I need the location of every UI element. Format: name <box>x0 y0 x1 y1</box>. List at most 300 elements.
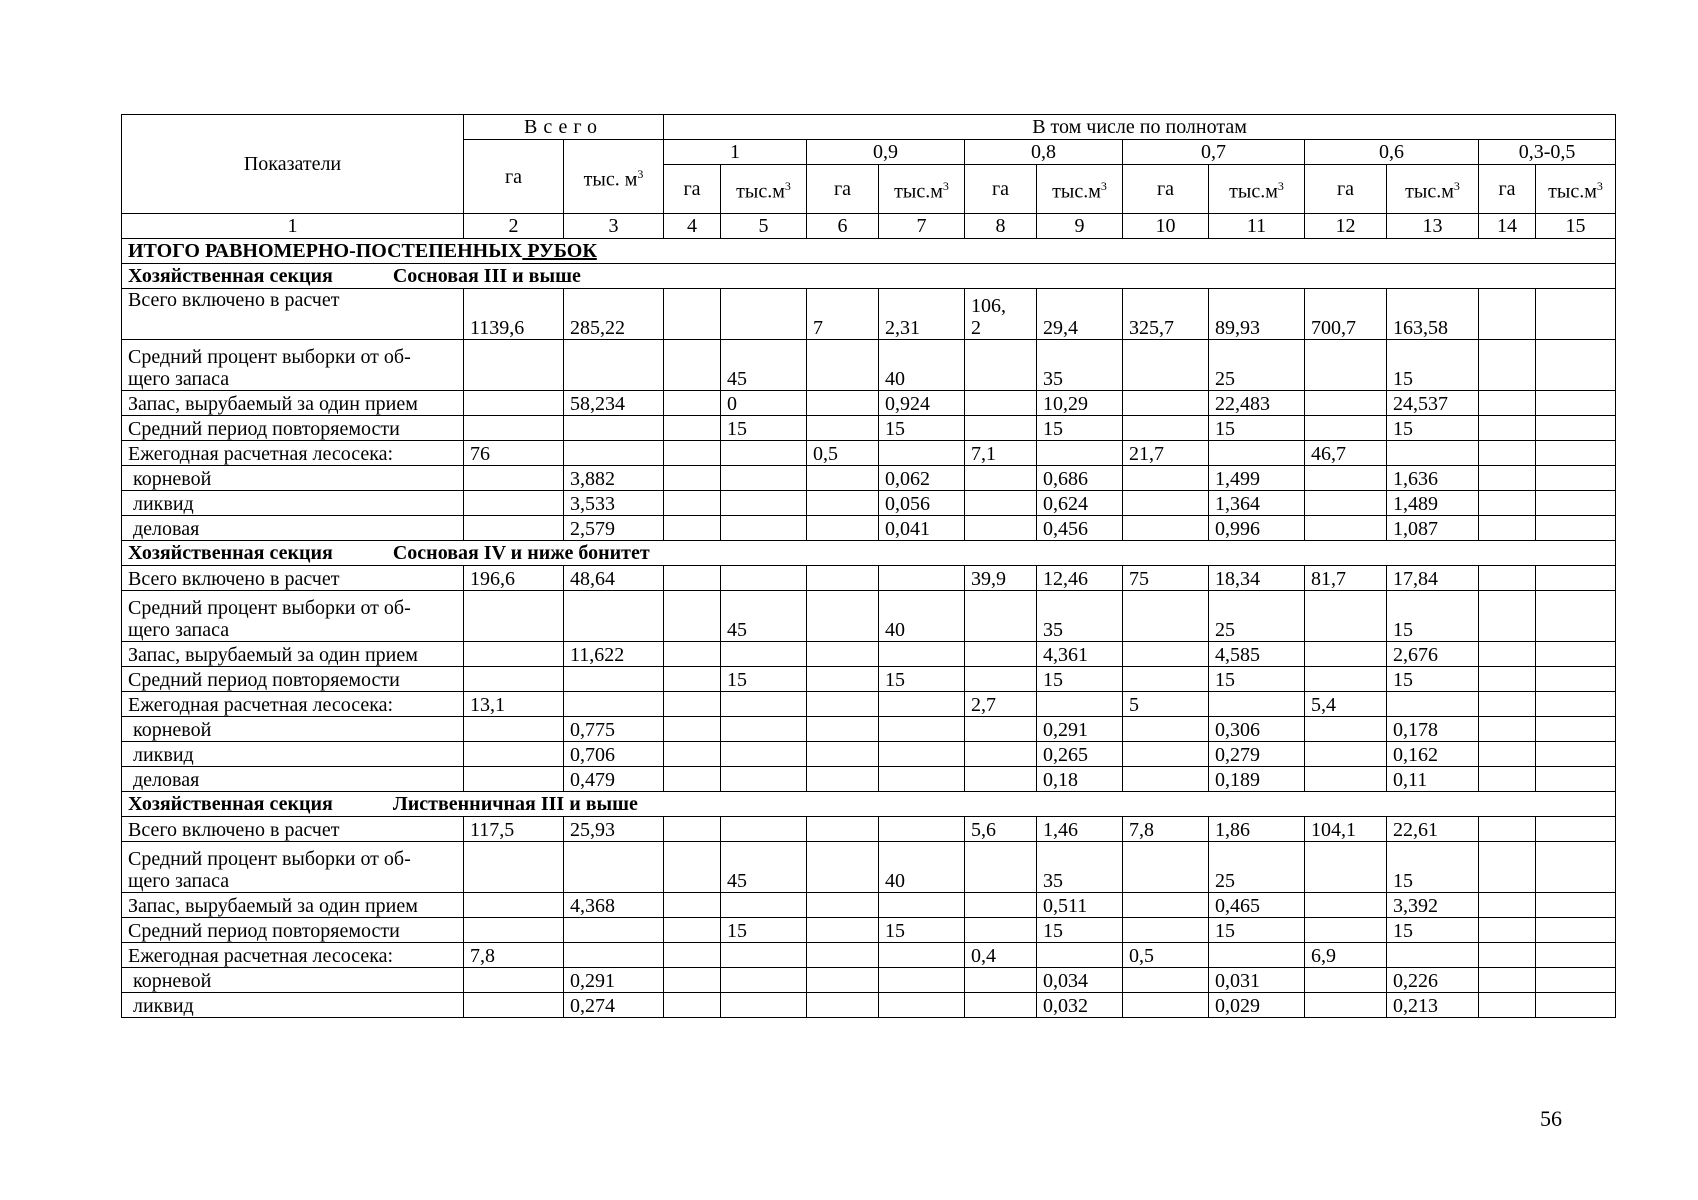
table-cell: 0,279 <box>1209 742 1305 767</box>
table-row <box>122 893 1616 918</box>
row-label: деловая <box>122 516 464 541</box>
table-cell <box>1536 717 1616 742</box>
table-cell <box>1479 667 1536 692</box>
table-cell <box>1536 817 1616 842</box>
table-cell: 89,93 <box>1209 289 1305 340</box>
volume-header: $тыс.м^3$ <box>1209 165 1305 214</box>
table-title-row <box>122 239 1616 264</box>
table-cell: 0,031 <box>1209 968 1305 993</box>
density-header: 0,7 <box>1123 140 1305 165</box>
table-cell <box>1479 918 1536 943</box>
table-cell: 0,291 <box>1037 717 1123 742</box>
table-cell <box>564 441 664 466</box>
table-cell <box>1387 441 1479 466</box>
table-cell: 163,58 <box>1387 289 1479 340</box>
table-cell: 45 <box>721 340 807 391</box>
table-cell <box>1305 591 1387 642</box>
table-cell: 40 <box>879 591 965 642</box>
table-cell <box>965 842 1037 893</box>
section-header <box>122 264 1616 289</box>
volume-header: $тыс.м^3$ <box>721 165 807 214</box>
table-cell <box>1479 742 1536 767</box>
table-row <box>122 491 1616 516</box>
table-cell <box>1123 667 1209 692</box>
table-cell <box>721 968 807 993</box>
table-cell <box>664 817 721 842</box>
table-cell: 15 <box>1387 416 1479 441</box>
table-cell: 0,041 <box>879 516 965 541</box>
table-cell <box>965 466 1037 491</box>
row-label: корневой <box>122 466 464 491</box>
table-cell: 35 <box>1037 340 1123 391</box>
table-cell: 1,636 <box>1387 466 1479 491</box>
table-cell: 2,676 <box>1387 642 1479 667</box>
table-row <box>122 642 1616 667</box>
row-label: корневой <box>122 968 464 993</box>
table-cell <box>1479 993 1536 1018</box>
density-header: 0,8 <box>965 140 1123 165</box>
table-cell <box>1209 692 1305 717</box>
row-label: Всего включено в расчет <box>122 289 464 340</box>
column-number: 10 <box>1123 214 1209 239</box>
table-cell <box>1479 591 1536 642</box>
table-cell <box>564 416 664 441</box>
table-cell: 15 <box>1387 340 1479 391</box>
table-cell: 15 <box>1387 591 1479 642</box>
column-number: 9 <box>1037 214 1123 239</box>
table-cell <box>721 817 807 842</box>
table-cell: 35 <box>1037 842 1123 893</box>
table-cell <box>1123 842 1209 893</box>
table-cell: 5,4 <box>1305 692 1387 717</box>
table-cell <box>965 993 1037 1018</box>
row-label: Всего включено в расчет <box>122 817 464 842</box>
table-cell <box>1479 893 1536 918</box>
table-cell: 15 <box>879 667 965 692</box>
column-number: 15 <box>1536 214 1616 239</box>
row-label: Ежегодная расчетная лесосека: <box>122 441 464 466</box>
ha-header: га <box>807 165 879 214</box>
table-cell: 106, 2 <box>965 289 1037 340</box>
table-cell <box>564 591 664 642</box>
section-label: Хозяйственная секция <box>128 793 333 815</box>
table-cell: 40 <box>879 842 965 893</box>
table-cell <box>1536 968 1616 993</box>
table-cell: 325,7 <box>1123 289 1209 340</box>
table-cell <box>464 466 564 491</box>
table-cell <box>564 340 664 391</box>
table-cell <box>879 943 965 968</box>
table-cell <box>664 943 721 968</box>
table-cell <box>1536 516 1616 541</box>
table-cell <box>664 667 721 692</box>
table-cell <box>1536 692 1616 717</box>
table-row <box>122 993 1616 1018</box>
table-cell <box>807 842 879 893</box>
table-cell <box>965 717 1037 742</box>
row-label: деловая <box>122 767 464 792</box>
table-cell <box>664 289 721 340</box>
table-cell <box>464 767 564 792</box>
table-cell <box>721 943 807 968</box>
table-cell: 196,6 <box>464 566 564 591</box>
table-cell: 0,291 <box>564 968 664 993</box>
row-label: Ежегодная расчетная лесосека: <box>122 943 464 968</box>
table-cell <box>879 692 965 717</box>
table-body <box>122 239 1616 1018</box>
section-header <box>122 541 1616 566</box>
table-cell <box>464 591 564 642</box>
table-cell: 25 <box>1209 591 1305 642</box>
table-cell <box>807 968 879 993</box>
table-row <box>122 842 1616 893</box>
table-cell <box>664 441 721 466</box>
table-cell <box>1536 893 1616 918</box>
table-cell: 2,31 <box>879 289 965 340</box>
table-cell <box>664 918 721 943</box>
table-cell: 0,029 <box>1209 993 1305 1018</box>
table-cell: 1,86 <box>1209 817 1305 842</box>
row-label: Средний период повторяемости <box>122 667 464 692</box>
table-cell <box>1209 441 1305 466</box>
table-cell: 15 <box>1037 416 1123 441</box>
row-label: ликвид <box>122 491 464 516</box>
section-header-row <box>122 541 1616 566</box>
row-label: Средний процент выборки от об- щего запаса <box>122 591 464 642</box>
table-row <box>122 340 1616 391</box>
table-cell <box>1536 340 1616 391</box>
column-number: 3 <box>564 214 664 239</box>
column-number: 12 <box>1305 214 1387 239</box>
table-cell: 0,062 <box>879 466 965 491</box>
table-cell <box>564 692 664 717</box>
table-cell <box>1536 491 1616 516</box>
table-cell <box>1123 642 1209 667</box>
table-row <box>122 516 1616 541</box>
column-number: 2 <box>464 214 564 239</box>
table-cell <box>879 968 965 993</box>
table-cell <box>1536 289 1616 340</box>
table-cell: 46,7 <box>1305 441 1387 466</box>
table-cell: 0,032 <box>1037 993 1123 1018</box>
table-row <box>122 667 1616 692</box>
table-cell <box>664 692 721 717</box>
table-cell: 0,996 <box>1209 516 1305 541</box>
table-cell <box>1123 717 1209 742</box>
table-cell: 3,882 <box>564 466 664 491</box>
table-cell <box>1123 993 1209 1018</box>
table-cell <box>1037 441 1123 466</box>
table-cell <box>664 340 721 391</box>
table-cell <box>464 842 564 893</box>
table-cell <box>664 893 721 918</box>
table-cell <box>1536 591 1616 642</box>
table-cell: 75 <box>1123 566 1209 591</box>
table-row <box>122 416 1616 441</box>
table-cell: 15 <box>721 918 807 943</box>
table-cell <box>464 968 564 993</box>
row-label: Средний период повторяемости <box>122 416 464 441</box>
table-cell: 0,226 <box>1387 968 1479 993</box>
table-cell: 22,483 <box>1209 391 1305 416</box>
column-number: 6 <box>807 214 879 239</box>
indicators-header: Показатели <box>122 115 464 214</box>
table-cell <box>1536 566 1616 591</box>
table-cell <box>1479 416 1536 441</box>
volume-header: $тыс.м^3$ <box>879 165 965 214</box>
row-label: Средний процент выборки от об- щего запаса <box>122 842 464 893</box>
table-cell <box>721 742 807 767</box>
table-cell: 5,6 <box>965 817 1037 842</box>
table-cell <box>807 742 879 767</box>
table-cell <box>464 893 564 918</box>
section-name: Лиственничная III и выше <box>392 793 638 815</box>
row-label: Средний процент выборки от об- щего запаса <box>122 340 464 391</box>
table-cell: 15 <box>1387 842 1479 893</box>
volume-header: $тыс.м^3$ <box>1387 165 1479 214</box>
table-cell: 0,178 <box>1387 717 1479 742</box>
table-cell <box>807 667 879 692</box>
table-cell: 15 <box>1209 667 1305 692</box>
table-cell <box>965 918 1037 943</box>
table-cell <box>664 566 721 591</box>
table-row <box>122 391 1616 416</box>
volume-header: $тыс.м^3$ <box>1536 165 1616 214</box>
column-number: 1 <box>122 214 464 239</box>
table-cell <box>664 842 721 893</box>
table-cell <box>1536 441 1616 466</box>
table-cell <box>965 893 1037 918</box>
table-cell <box>807 817 879 842</box>
table-cell: 0,465 <box>1209 893 1305 918</box>
table-cell: 35 <box>1037 591 1123 642</box>
table-cell: 12,46 <box>1037 566 1123 591</box>
table-cell <box>1536 918 1616 943</box>
table-cell <box>1479 717 1536 742</box>
table-cell <box>965 516 1037 541</box>
density-header: 0,9 <box>807 140 965 165</box>
table-cell: 1,087 <box>1387 516 1479 541</box>
density-header: 0,6 <box>1305 140 1479 165</box>
section-header <box>122 792 1616 817</box>
table-cell: 15 <box>721 667 807 692</box>
table-cell <box>564 842 664 893</box>
table-cell <box>564 943 664 968</box>
table-cell: 0,274 <box>564 993 664 1018</box>
table-cell <box>1479 767 1536 792</box>
volume-header: $тыс.м^3$ <box>1037 165 1123 214</box>
table-cell <box>1305 516 1387 541</box>
table-cell <box>1536 842 1616 893</box>
table-cell <box>1479 817 1536 842</box>
table-cell: 0,775 <box>564 717 664 742</box>
total-header: Всего <box>464 115 664 140</box>
table-cell <box>965 491 1037 516</box>
table-row <box>122 943 1616 968</box>
table-cell <box>721 566 807 591</box>
table-cell <box>1536 642 1616 667</box>
table-cell <box>1479 642 1536 667</box>
table-cell <box>1536 993 1616 1018</box>
table-cell <box>807 993 879 1018</box>
table-cell: 39,9 <box>965 566 1037 591</box>
table-cell: 22,61 <box>1387 817 1479 842</box>
table-cell <box>1387 943 1479 968</box>
column-number: 7 <box>879 214 965 239</box>
table-cell <box>464 742 564 767</box>
table-cell <box>1123 968 1209 993</box>
table-cell: 0,706 <box>564 742 664 767</box>
table-cell <box>664 516 721 541</box>
column-number: 8 <box>965 214 1037 239</box>
table-cell <box>807 717 879 742</box>
table-row <box>122 591 1616 642</box>
table-cell <box>1305 491 1387 516</box>
row-label: ликвид <box>122 742 464 767</box>
table-cell <box>807 466 879 491</box>
column-number: 5 <box>721 214 807 239</box>
table-cell <box>664 993 721 1018</box>
table-row <box>122 692 1616 717</box>
table-cell <box>1305 466 1387 491</box>
table-cell <box>721 466 807 491</box>
table-cell <box>965 742 1037 767</box>
by-density-header: В том числе по полнотам <box>664 115 1616 140</box>
table-cell: 25,93 <box>564 817 664 842</box>
table-cell: 1,499 <box>1209 466 1305 491</box>
table-cell: 45 <box>721 842 807 893</box>
section-name: Сосновая III и выше <box>392 265 581 287</box>
table-cell <box>1536 742 1616 767</box>
table-row <box>122 289 1616 340</box>
table-cell <box>1123 767 1209 792</box>
table-cell <box>721 993 807 1018</box>
table-cell <box>664 717 721 742</box>
table-cell: 0,162 <box>1387 742 1479 767</box>
table-cell: 15 <box>1387 918 1479 943</box>
table-cell <box>1123 918 1209 943</box>
table-cell <box>721 692 807 717</box>
table-title: ИТОГО РАВНОМЕРНО-ПОСТЕПЕННЫХ РУБОК <box>122 239 1616 264</box>
table-cell <box>1123 416 1209 441</box>
table-cell <box>879 993 965 1018</box>
table-cell <box>807 943 879 968</box>
table-row <box>122 566 1616 591</box>
table-cell <box>1305 918 1387 943</box>
table-cell <box>664 466 721 491</box>
table-cell <box>464 391 564 416</box>
table-cell <box>1037 943 1123 968</box>
table-cell: 21,7 <box>1123 441 1209 466</box>
table-cell <box>721 717 807 742</box>
table-cell: 15 <box>1037 667 1123 692</box>
table-cell: 81,7 <box>1305 566 1387 591</box>
table-cell <box>464 642 564 667</box>
table-cell: 17,84 <box>1387 566 1479 591</box>
table-cell <box>807 391 879 416</box>
table-cell <box>464 918 564 943</box>
section-header-row <box>122 792 1616 817</box>
table-cell <box>564 918 664 943</box>
table-cell <box>1305 340 1387 391</box>
table-cell <box>965 391 1037 416</box>
table-cell: 29,4 <box>1037 289 1123 340</box>
table-cell: 25 <box>1209 842 1305 893</box>
table-cell <box>1479 289 1536 340</box>
table-cell <box>1479 566 1536 591</box>
table-cell <box>664 491 721 516</box>
table-cell <box>1536 667 1616 692</box>
table-cell <box>1123 516 1209 541</box>
table-row <box>122 767 1616 792</box>
table-cell: 0,056 <box>879 491 965 516</box>
table-cell <box>1536 767 1616 792</box>
table-cell <box>965 767 1037 792</box>
table-cell <box>1305 642 1387 667</box>
table-cell: 6,9 <box>1305 943 1387 968</box>
table-cell <box>1479 391 1536 416</box>
table-cell <box>664 416 721 441</box>
table-cell: 15 <box>721 416 807 441</box>
table-cell <box>1536 466 1616 491</box>
table-cell <box>1536 416 1616 441</box>
table-cell: 10,29 <box>1037 391 1123 416</box>
table-cell: 0,034 <box>1037 968 1123 993</box>
table-cell <box>807 340 879 391</box>
table-cell <box>464 416 564 441</box>
table-cell: 7,8 <box>464 943 564 968</box>
table-cell <box>1479 692 1536 717</box>
table-cell <box>1123 391 1209 416</box>
table-cell <box>464 993 564 1018</box>
table-cell: 117,5 <box>464 817 564 842</box>
table-cell: 0,265 <box>1037 742 1123 767</box>
table-cell: 1,46 <box>1037 817 1123 842</box>
table-cell <box>1479 943 1536 968</box>
table-cell <box>1123 466 1209 491</box>
table-cell <box>1305 968 1387 993</box>
table-cell <box>1536 391 1616 416</box>
table-cell: 0,306 <box>1209 717 1305 742</box>
table-cell: 0,213 <box>1387 993 1479 1018</box>
table-cell <box>1479 441 1536 466</box>
table-cell: 15 <box>1209 416 1305 441</box>
table-cell <box>464 491 564 516</box>
table-cell: 0,11 <box>1387 767 1479 792</box>
table-cell <box>664 767 721 792</box>
table-cell: 0,18 <box>1037 767 1123 792</box>
table-cell <box>1305 742 1387 767</box>
table-cell: 4,368 <box>564 893 664 918</box>
table-cell <box>1123 340 1209 391</box>
section-label: Хозяйственная секция <box>128 265 333 287</box>
column-number: 14 <box>1479 214 1536 239</box>
table-cell: 15 <box>879 918 965 943</box>
table-cell <box>1479 466 1536 491</box>
table-cell: 18,34 <box>1209 566 1305 591</box>
table-cell: 13,1 <box>464 692 564 717</box>
table-cell <box>464 717 564 742</box>
table-cell <box>664 591 721 642</box>
column-number: 4 <box>664 214 721 239</box>
table-cell <box>807 767 879 792</box>
section-name: Сосновая IV и ниже бонитет <box>392 542 650 564</box>
table-cell <box>721 289 807 340</box>
column-number: 13 <box>1387 214 1479 239</box>
table-cell <box>1479 340 1536 391</box>
table-cell <box>879 717 965 742</box>
row-label: Запас, вырубаемый за один прием <box>122 893 464 918</box>
